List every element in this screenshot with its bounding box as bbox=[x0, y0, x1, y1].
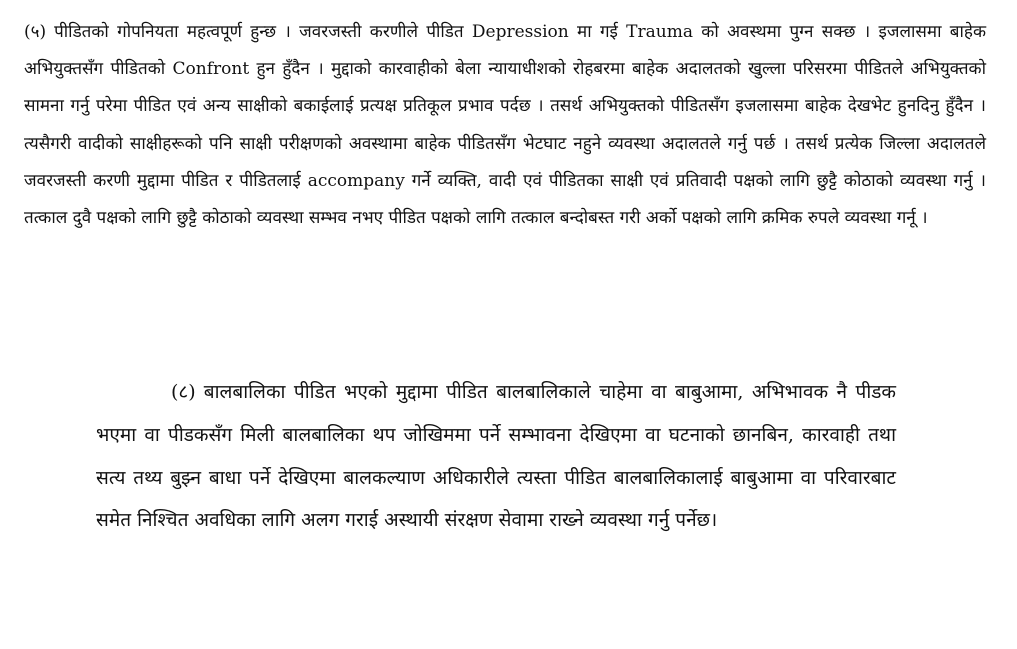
section-number: (५) bbox=[24, 22, 47, 42]
paragraph-section-8 bbox=[96, 371, 896, 542]
section-number: (८) bbox=[171, 381, 196, 403]
paragraph-text: पीडितको गोपनियता महत्वपूर्ण हुन्छ । जवरजस्ती करणीले पीडित Depression मा गई Trauma को अवस्थमा पुग्न सक्छ । इजलासमा बाहेक अभियुक्तसँग पीडितको Confront हुन हुँदैन । मुद्दाको कारवाहीको बेला न्यायाधीशको रोहबरमा बाहेक अदालतको खुल्ला परिसरमा पीडितले अभियुक्तको सामना गर्नु परेमा पीडित एवं अन्य साक्षीको बकाईलाई प्रत्यक्ष प्रतिकूल प्रभाव पर्दछ । तसर्थ अभियुक्तको पीडितसँग इजलासमा बाहेक देखभेट हुनदिनु हुँदैन । त्यसैगरी वादीको साक्षीहरूको पनि साक्षी परीक्षणको अवस्थामा बाहेक पीडितसँग भेटघाट नहुने व्यवस्था अदालतले गर्नु पर्छ । तसर्थ प्रत्येक जिल्ला अदालतले जवरजस्ती करणी मुद्दामा पीडित र पीडितलाई accompany गर्ने व्यक्ति, वादी एवं पीडितका साक्षी एवं प्रतिवादी पक्षको लागि छुट्टै कोठाको व्यवस्था गर्नु । तत्काल दुवै पक्षको लागि छुट्टै कोठाको व्यवस्था सम्भव नभए पीडित पक्षको लागि तत्काल बन्दोबस्त गरी अर्को पक्षको लागि क्रमिक रुपले व्यवस्था गर्नू । bbox=[24, 22, 986, 229]
paragraph-section-5 bbox=[24, 14, 986, 237]
paragraph-text: बालबालिका पीडित भएको मुद्दामा पीडित बालबालिकाले चाहेमा वा बाबुआमा, अभिभावक नै पीडक भएमा वा पीडकसँग मिली बालबालिका थप जोखिममा पर्ने सम्भावना देखिएमा वा घटनाको छानबिन, कारवाही तथा सत्य तथ्य बुझ्न बाधा पर्ने देखिएमा बालकल्याण अधिकारीले त्यस्ता पीडित बालबालिकालाई बाबुआमा वा परिवारबाट समेत निश्चित अवधिका लागि अलग गराई अस्थायी संरक्षण सेवामा राख्ने व्यवस्था गर्नु पर्नेछ। bbox=[96, 381, 896, 532]
